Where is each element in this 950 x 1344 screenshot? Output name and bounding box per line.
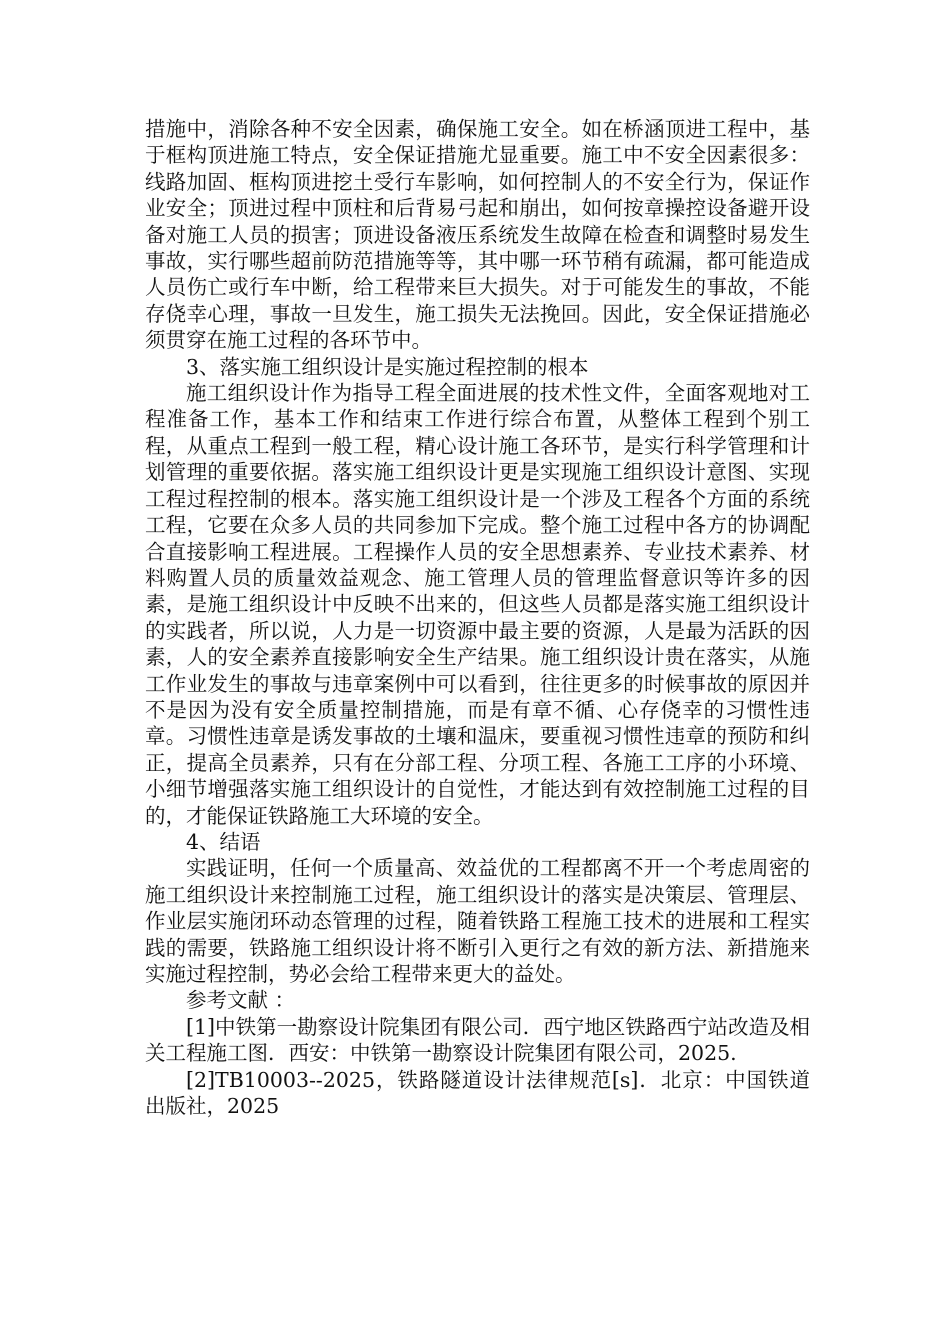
document-page: [145, 116, 810, 1119]
reference-item-1: [1]中铁第一勘察设计院集团有限公司．西宁地区铁路西宁站改造及相关工程施工图．西安：中铁第一勘察设计院集团有限公司，2025.: [145, 1014, 810, 1066]
section-heading-4: 4、结语: [186, 829, 261, 854]
section-heading-3: 3、落实施工组织设计是实施过程控制的根本: [186, 354, 589, 379]
references-heading: 参考文献 ：: [186, 988, 296, 1013]
reference-item-2: [2]TB10003--2025，铁路隧道设计法律规范[s]．北京：中国铁道出版社，2025: [145, 1067, 810, 1119]
paragraph-conclusion: 实践证明，任何一个质量高、效益优的工程都离不开一个考虑周密的施工组织设计来控制施工过程，施工组织设计的落实是决策层、管理层、作业层实施闭环动态管理的过程，随着铁路工程施工技术的进展和工程实践的需要，铁路施工组织设计将不断引入更行之有效的新方法、新措施来实施过程控制，势必会给工程带来更大的益处。: [145, 856, 810, 986]
paragraph-safety-measures: 措施中，消除各种不安全因素，确保施工安全。如在桥涵顶进工程中，基于框构顶进施工特点，安全保证措施尤显重要。施工中不安全因素很多：线路加固、框构顶进挖土受行车影响，如何控制人的不安全行为，保证作业安全；顶进过程中顶柱和后背易弓起和崩出，如何按章操控设备避开设备对施工人员的损害；顶进设备液压系统发生故障在检查和调整时易发生事故，实行哪些超前防范措施等等，其中哪一环节稍有疏漏，都可能造成人员伤亡或行车中断，给工程带来巨大损失。对于可能发生的事故，不能存侥幸心理，事故一旦发生，施工损失无法挽回。因此，安全保证措施必须贯穿在施工过程的各环节中。: [145, 117, 810, 353]
paragraph-construction-design: 施工组织设计作为指导工程全面进展的技术性文件，全面客观地对工程准备工作，基本工作和结束工作进行综合布置，从整体工程到个别工程，从重点工程到一般工程，精心设计施工各环节，是实行科学管理和计划管理的重要依据。落实施工组织设计更是实现施工组织设计意图、实现工程过程控制的根本。落实施工组织设计是一个涉及工程各个方面的系统工程，它要在众多人员的共同参加下完成。整个施工过程中各方的协调配合直接影响工程进展。工程操作人员的安全思想素养、专业技术素养、材料购置人员的质量效益观念、施工管理人员的管理监督意识等许多的因素，是施工组织设计中反映不出来的，但这些人员都是落实施工组织设计的实践者，所以说，人力是一切资源中最主要的资源，人是最为活跃的因素，人的安全素养直接影响安全生产结果。施工组织设计贵在落实，从施工作业发生的事故与违章案例中可以看到，往往更多的时候事故的原因并不是因为没有安全质量控制措施，而是有章不循、心存侥幸的习惯性违章。习惯性违章是诱发事故的土壤和温床，要重视习惯性违章的预防和纠正，提高全员素养，只有在分部工程、分项工程、各施工工序的小环境、小细节增强落实施工组织设计的自觉性，才能达到有效控制施工过程的目的，才能保证铁路施工大环境的安全。: [145, 381, 810, 828]
